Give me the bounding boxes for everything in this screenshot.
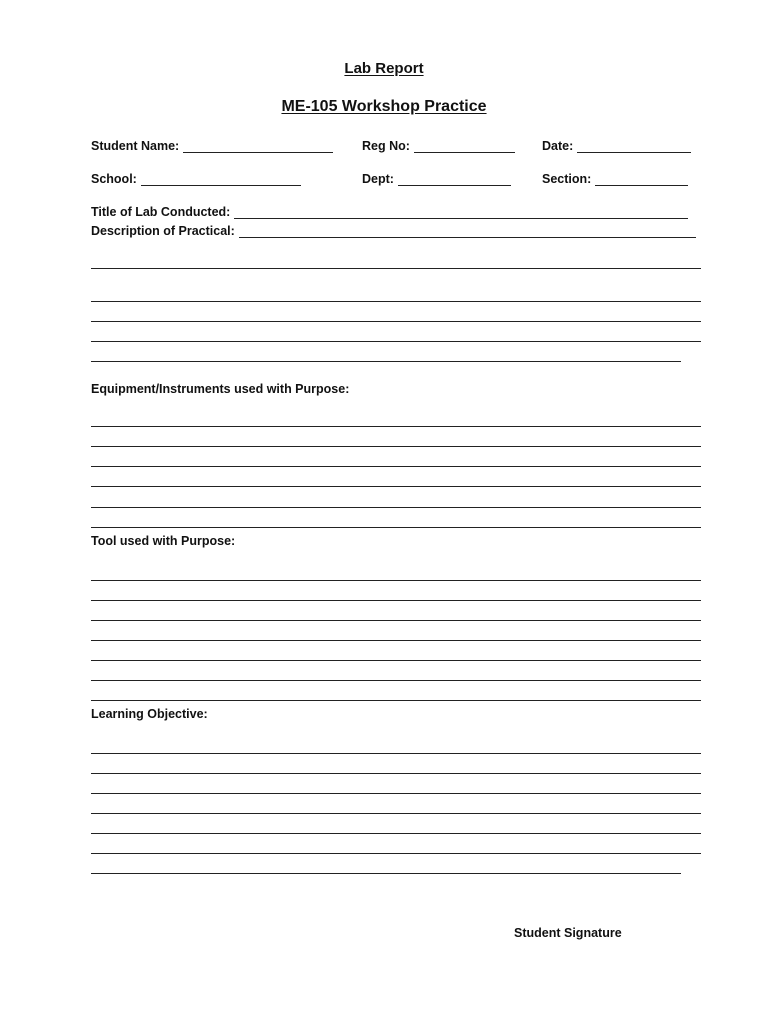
description-line[interactable] — [91, 301, 701, 302]
date-field — [542, 135, 691, 153]
section-label: Section: — [542, 172, 592, 186]
tools-line[interactable] — [91, 660, 701, 661]
student-signature-label: Student Signature — [514, 926, 622, 940]
form-title: Lab Report — [344, 60, 424, 77]
learning-objective-line[interactable] — [91, 813, 701, 814]
school-field — [91, 168, 301, 186]
description-line[interactable] — [91, 321, 701, 322]
date-label: Date: — [542, 139, 574, 153]
equipment-line[interactable] — [91, 466, 701, 467]
description-line[interactable] — [91, 341, 701, 342]
equipment-line[interactable] — [91, 527, 701, 528]
equipment-line[interactable] — [91, 507, 701, 508]
learning-objective-line[interactable] — [91, 753, 701, 754]
equipment-line[interactable] — [91, 446, 701, 447]
date-blank[interactable] — [577, 140, 691, 153]
learning-objective-line[interactable] — [91, 773, 701, 774]
description-blank[interactable] — [239, 225, 696, 238]
student-name-blank[interactable] — [183, 140, 333, 153]
tools-line[interactable] — [91, 700, 701, 701]
learning-objective-heading: Learning Objective: — [91, 707, 208, 721]
school-blank[interactable] — [141, 173, 301, 186]
description-label: Description of Practical: — [91, 224, 235, 238]
course-title: ME-105 Workshop Practice — [281, 98, 487, 115]
equipment-line[interactable] — [91, 426, 701, 427]
school-label: School: — [91, 172, 137, 186]
reg-no-field — [362, 135, 515, 153]
tools-line[interactable] — [91, 680, 701, 681]
tools-line[interactable] — [91, 600, 701, 601]
learning-objective-line[interactable] — [91, 853, 701, 854]
dept-field — [362, 168, 511, 186]
student-name-label: Student Name: — [91, 139, 180, 153]
dept-blank[interactable] — [398, 173, 511, 186]
title-of-lab-field — [91, 201, 688, 219]
student-name-field — [91, 135, 333, 153]
learning-objective-line[interactable] — [91, 873, 681, 874]
dept-label: Dept: — [362, 172, 394, 186]
tools-heading: Tool used with Purpose: — [91, 534, 236, 548]
learning-objective-line[interactable] — [91, 833, 701, 834]
title-of-lab-label: Title of Lab Conducted: — [91, 205, 231, 219]
description-field — [91, 220, 696, 238]
learning-objective-line[interactable] — [91, 793, 701, 794]
title-of-lab-blank[interactable] — [234, 206, 688, 219]
equipment-line[interactable] — [91, 486, 701, 487]
description-line[interactable] — [91, 268, 701, 269]
equipment-heading: Equipment/Instruments used with Purpose: — [91, 382, 350, 396]
reg-no-blank[interactable] — [414, 140, 515, 153]
description-line[interactable] — [91, 361, 681, 362]
section-field — [542, 168, 688, 186]
tools-line[interactable] — [91, 640, 701, 641]
reg-no-label: Reg No: — [362, 139, 410, 153]
section-blank[interactable] — [595, 173, 688, 186]
tools-line[interactable] — [91, 620, 701, 621]
tools-line[interactable] — [91, 580, 701, 581]
